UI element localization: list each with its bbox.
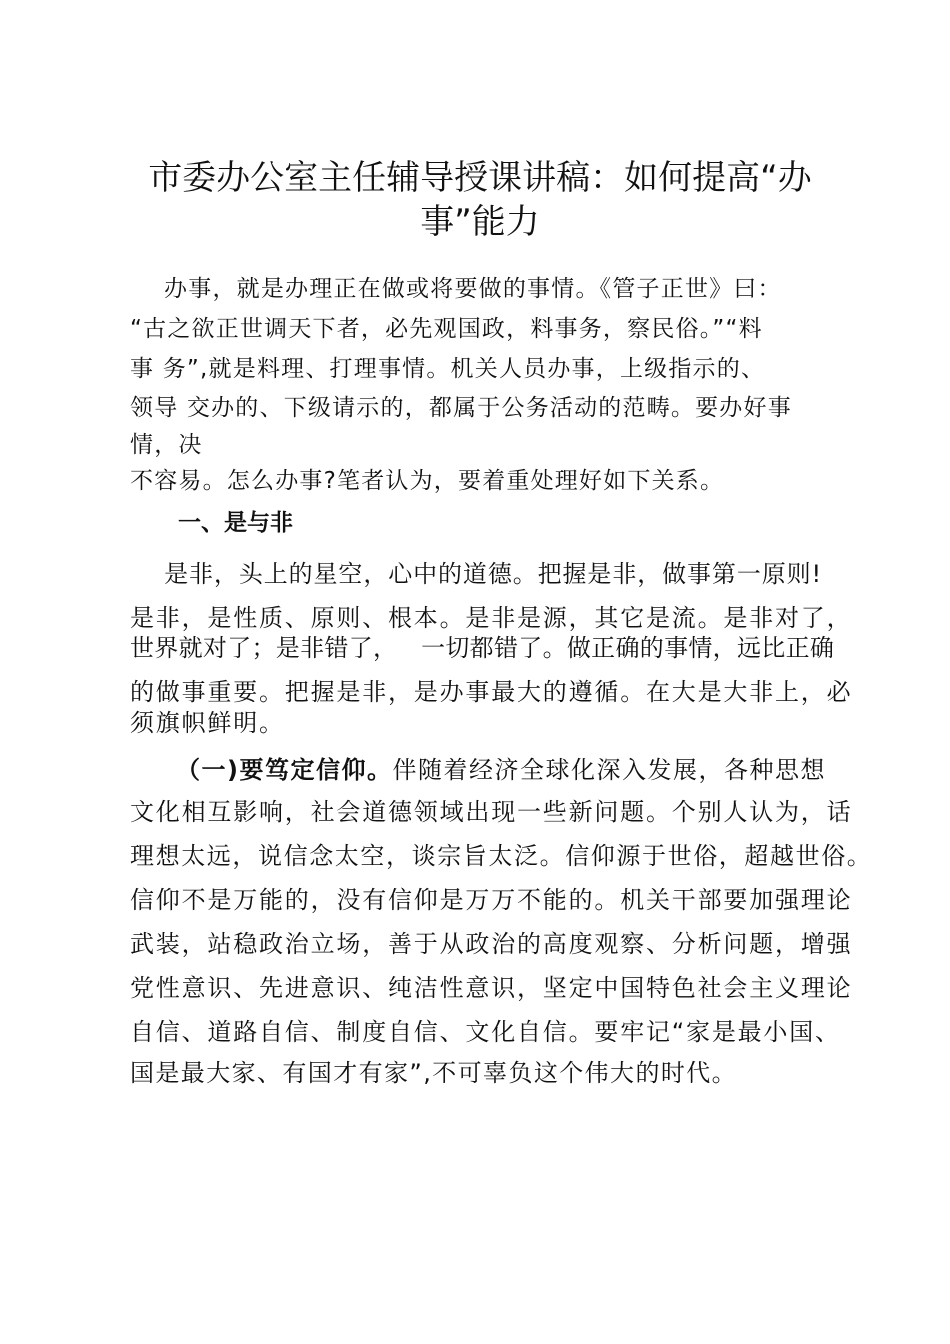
document-title: [130, 156, 830, 244]
paragraph-line: 党性意识、先进意识、纯洁性意识，坚定中国特色社会主义理论: [130, 974, 853, 1002]
paragraph-line: 的做事重要。把握是非，是办事最大的遵循。在大是大非上，必: [130, 678, 853, 706]
paragraph-line: 文化相互影响，社会道德领域出现一些新问题。个别人认为，话: [130, 798, 853, 826]
intro-line: 办事，就是办理正在做或将要做的事情。《管子正世》曰：: [130, 276, 782, 302]
paragraph-line: 须旗帜鲜明。: [130, 709, 285, 737]
paragraph-line: 自信、道路自信、制度自信、文化自信。要牢记“家是最小国、: [130, 1018, 841, 1046]
paragraph-text: 伴随着经济全球化深入发展，各种思想: [392, 756, 826, 784]
paragraph-line: 是非，是性质、原则、根本。是非是源，其它是流。是非对了，: [130, 604, 853, 632]
section-heading: 一、是与非: [178, 510, 293, 536]
intro-line: 情，决: [130, 432, 203, 458]
paragraph-line: 是非，头上的星空，心中的道德。把握是非，做事第一原则!: [130, 560, 823, 588]
intro-line: “古之欲正世调天下者，必先观国政，料事务，察民俗。”“料: [130, 316, 763, 342]
title-line-2: 事”能力: [420, 202, 540, 242]
subsection-heading: （一)要笃定信仰。: [176, 756, 393, 784]
title-line-1: 市委办公室主任辅导授课讲稿：如何提高“办: [148, 158, 812, 198]
paragraph-line: 理想太远，说信念太空，谈宗旨太泛。信仰源于世俗，超越世俗。: [130, 842, 873, 870]
paragraph-line: 世界就对了；是非错了， 一切都错了。做正确的事情，远比正确: [130, 634, 835, 662]
intro-line: 事 务”,就是料理、打理事情。机关人员办事，上级指示的、: [130, 356, 766, 382]
intro-line: 不容易。怎么办事?笔者认为，要着重处理好如下关系。: [130, 468, 725, 494]
paragraph-line: 信仰不是万能的，没有信仰是万万不能的。机关干部要加强理论: [130, 886, 853, 914]
paragraph-first-line: [176, 755, 826, 785]
paragraph-line: 武装，站稳政治立场，善于从政治的高度观察、分析问题，增强: [130, 930, 853, 958]
paragraph-line: 国是最大家、有国才有家”,不可辜负这个伟大的时代。: [130, 1059, 738, 1087]
intro-line: 领导 交办的、下级请示的，都属于公务活动的范畴。要办好事: [130, 395, 792, 421]
